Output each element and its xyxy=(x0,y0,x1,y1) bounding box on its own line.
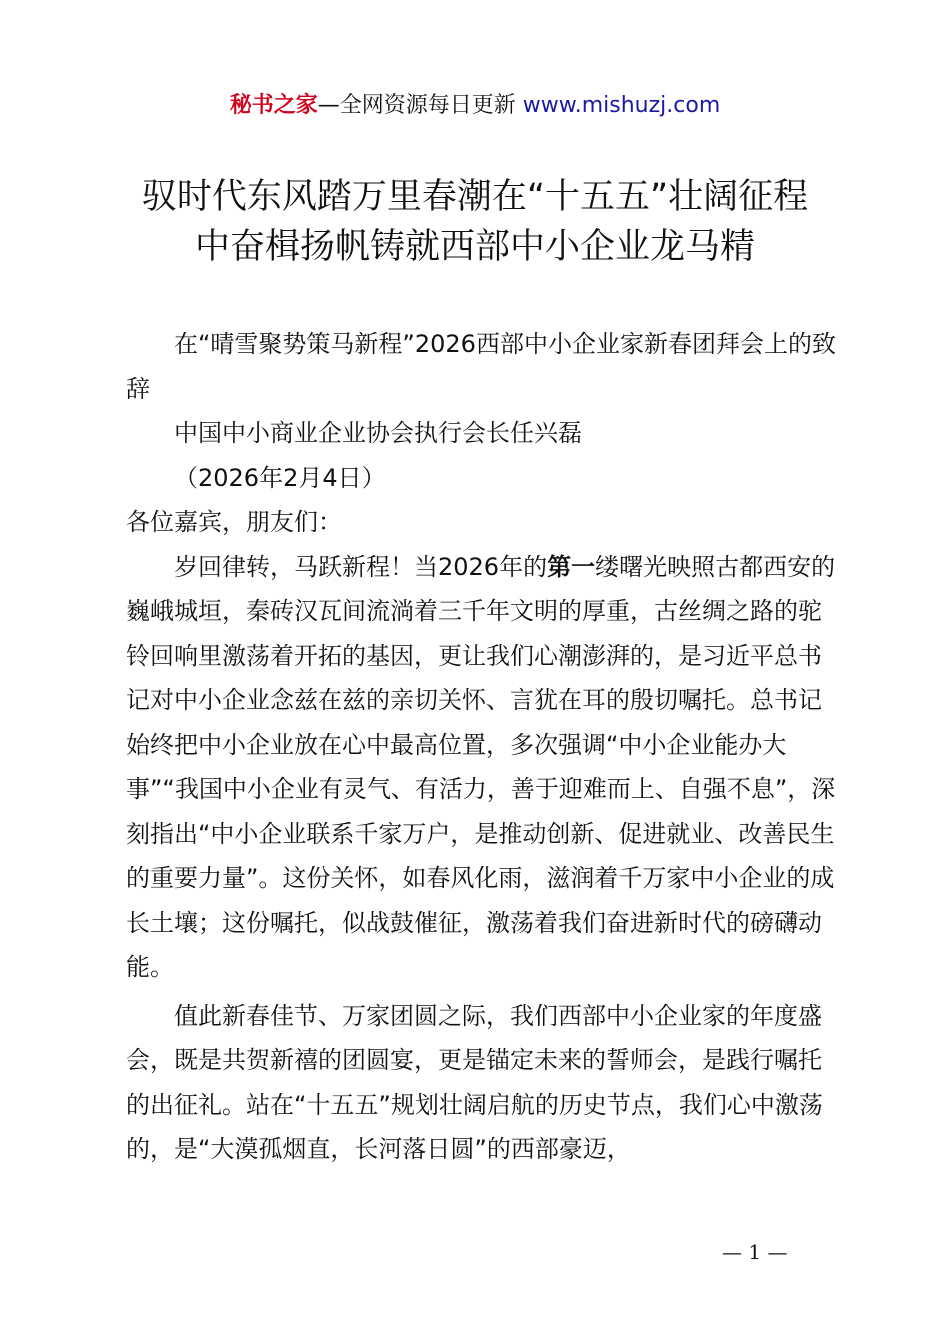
paragraph-1-start: 岁回律转，马跃新程！当2026年的 xyxy=(174,552,548,581)
paragraph-2: 值此新春佳节、万家团圆之际，我们西部中小企业家的年度盛会，既是共贺新禧的团圆宴，更是锚定未来的誓师会，是践行嘱托的出征礼。站在“十五五”规划壮阔启航的历史节点，我们心中激荡的，是“大漠孤烟直，长河落日圆”的西部豪迈， xyxy=(126,1001,823,1163)
speech-occasion: 在“晴雪聚势策马新程”2026西部中小企业家新春团拜会上的致辞 xyxy=(126,330,836,403)
speech-date: （2026年2月4日） xyxy=(174,463,386,492)
paragraph-1 xyxy=(126,545,836,990)
paragraph-1-rest: 缕曙光映照古都西安的巍峨城垣，秦砖汉瓦间流淌着三千年文明的厚重，古丝绸之路的驼铃回响里激荡着开拓的基因，更让我们心潮澎湃的，是习近平总书记对中小企业念兹在兹的亲切关怀、言犹在耳的殷切嘱托。总书记始终把中小企业放在心中最高位置，多次强调“中小企业能办大事”“我国中小企业有灵气、有活力，善于迎难而上、自强不息”，深刻指出“中小企业联系千家万户，是推动创新、促进就业、改善民生的重要力量”。这份关怀，如春风化雨，滋润着千万家中小企业的成长土壤；这份嘱托，似战鼓催征，激荡着我们奋进新时代的磅礴动能。 xyxy=(126,552,836,981)
speaker-line: 中国中小商业企业协会执行会长任兴磊 xyxy=(174,419,582,447)
document-body xyxy=(126,322,836,1172)
paragraph-1-highlight: 第一 xyxy=(547,552,596,581)
salutation: 各位嘉宾，朋友们： xyxy=(126,508,342,536)
header-tagline: —全网资源每日更新 xyxy=(317,93,516,118)
site-header xyxy=(0,88,950,119)
title-line-2: 中奋楫扬帆铸就西部中小企业龙马精 xyxy=(194,227,755,267)
brand-name: 秘书之家 xyxy=(229,93,318,118)
page-number: — 1 — xyxy=(722,1240,788,1264)
site-url-link[interactable]: www.mishuzj.com xyxy=(522,93,721,118)
title-line-1: 驭时代东风踏万里春潮在“十五五”壮阔征程 xyxy=(141,177,809,217)
document-title xyxy=(0,172,950,272)
